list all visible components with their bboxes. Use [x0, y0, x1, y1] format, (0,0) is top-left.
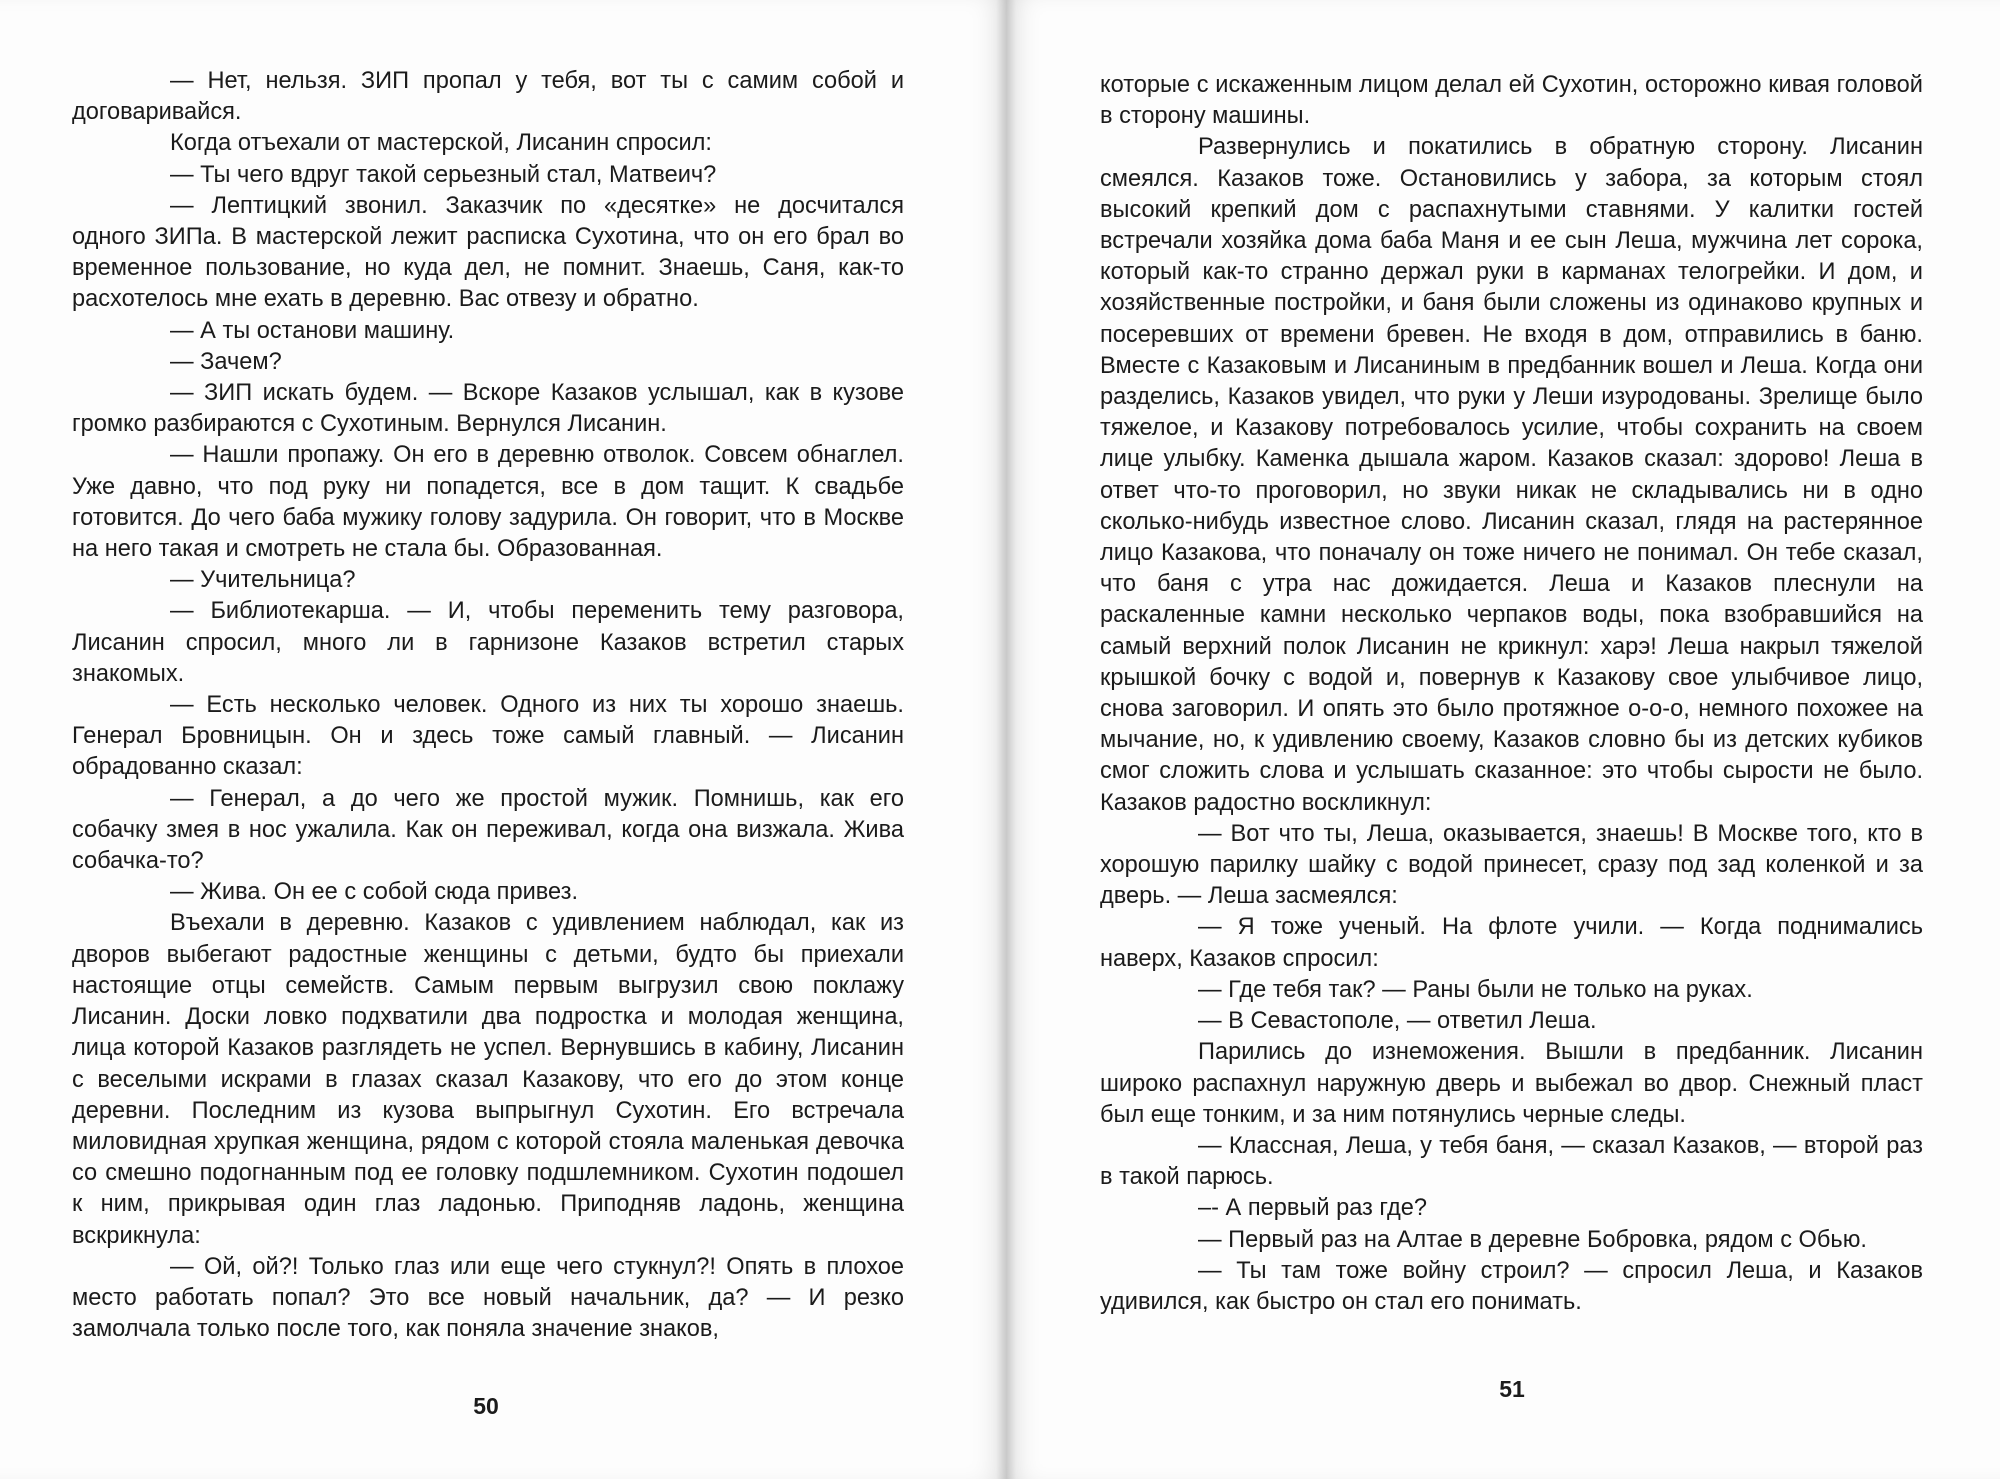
paragraph: — Ты чего вдруг такой серьезный стал, Матвеич?	[170, 161, 717, 188]
paragraph: — ЗИП искать будем. — Вскоре Казаков услышал, как в кузове громко разбираются с Сухотиным. Вернулся Лисанин.	[72, 380, 904, 438]
paragraph: которые с искаженным лицом делал ей Сухотин, осторожно кивая головой в сторону машины.	[1100, 72, 1923, 130]
paragraph: — Нашли пропажу. Он его в деревню отволок. Совсем обнаглел. Уже давно, что под руку ни попадется, все в дом тащит. К свадьбе готовится. До чего баба мужику голову задурила. Он говорит, что в Москве на него такая и смотреть не стала бы. Образованная.	[72, 442, 904, 563]
paragraph: — Классная, Леша, у тебя баня, — сказал Казаков, — второй раз в такой парюсь.	[1100, 1132, 1923, 1191]
paragraph: Когда отъехали от мастерской, Лисанин спросил:	[170, 130, 712, 157]
paragraph: — Учительница?	[170, 567, 356, 594]
paragraph: — Лептицкий звонил. Заказчик по «десятке» не досчитался одного ЗИПа. В мастерской лежит расписка Сухотина, что он его брал во временное пользование, но куда дел, не помнит. Знаешь, Саня, как-то расхотелось мне ехать в деревню. Вас отвезу и обратно.	[72, 192, 904, 313]
page-number-right: 51	[1499, 1376, 1525, 1402]
paragraph: — Есть несколько человек. Одного из них ты хорошо знаешь. Генерал Бровницын. Он и здесь тоже самый главный. — Лисанин обрадованно сказал:	[72, 692, 904, 781]
paragraph: –- А первый раз где?	[1198, 1195, 1427, 1222]
right-page	[1006, 0, 2000, 1479]
paragraph: — Генерал, а до чего же простой мужик. Помнишь, как его собачку змея в нос ужалила. Как он переживал, когда она визжала. Жива собачка-то?	[72, 785, 904, 875]
paragraph: — В Севастополе, — ответил Леша.	[1198, 1008, 1597, 1035]
right-page-text	[1100, 70, 1923, 1318]
paragraph: — А ты останови машину.	[170, 317, 455, 344]
paragraph: Развернулись и покатились в обратную сторону. Лисанин смеялся. Казаков тоже. Остановились у забора, за которым стоял высокий крепкий дом с распахнутыми ставнями. У калитки гостей встречали хозяйка дома баба Маня и ее сын Леша, мужчина лет сорока, который как-то странно держал руки в карманах телогрейки. И дом, и хозяйственные постройки, и баня были сложены из одинаково крупных и посеревших от времени бревен. Не входя в дом, отправились в баню. Вместе с Казаковым и Лисаниным в предбанник вошел и Леша. Когда они разделись, Казаков увидел, что руки у Леши изуродованы. Зрелище было тяжелое, и Казакову потребовалось усилие, чтобы сохранить на своем лице улыбку. Каменка дышала жаром. Казаков сказал: здорово! Леша в ответ что-то проговорил, но звуки никак не складывались ни в одно сколько-нибудь известное слово. Лисанин сказал, глядя на растерянное лицо Казакова, что поначалу он тоже ничего не понимал. Он тебе сказал, что баня с утра нас дожидается. Леша и Казаков плеснули на раскаленные камни несколько черпаков воды, пока взобравшийся на самый верхний полок Лисанин не крикнул: харэ! Леша накрыл тяжелой крышкой бочку с водой и, повернув к Казакову свое улыбчивое лицо, снова заговорил. И опять это было протяжное о-о-о, немного похожее на мычание, но, к удивлению своему, Казаков словно бы из детских кубиков смог сложить слова и услышать сказанное: это чтобы сырости не было. Казаков радостно воскликнул:	[1100, 134, 1923, 816]
paragraph: Въехали в деревню. Казаков с удивлением наблюдал, как из дворов выбегают радостные женщины с детьми, будто бы приехали настоящие отцы семейств. Самым первым выгрузил свою поклажу Лисанин. Доски ловко подхватили два подростка и молодая женщина, лица которой Казаков разглядеть не успел. Вернувшись в кабину, Лисанин с веселыми искрами в глазах сказал Казакову, что его до этом конце деревни. Последним из кузова выпрыгнул Сухотин. Его встречала миловидная хрупкая женщина, рядом с которой стояла маленькая девочка со смешно подогнанным под ее головку подшлемником. Сухотин подошел к ним, прикрывая один глаз ладонью. Приподняв ладонь, женщина вскрикнула:	[72, 910, 904, 1249]
paragraph: — Ой, ой?! Только глаз или еще чего стукнул?! Опять в плохое место работать попал? Это все новый начальник, да? — И резко замолчала только после того, как поняла значение знаков,	[72, 1253, 904, 1343]
paragraph: Парились до изнеможения. Вышли в предбанник. Лисанин широко распахнул наружную дверь и выбежал во двор. Снежный пласт был еще тонким, и за ним потянулись черные следы.	[1100, 1039, 1923, 1128]
paragraph: — Где тебя так? — Раны были не только на руках.	[1198, 976, 1753, 1003]
paragraph: — Нет, нельзя. ЗИП пропал у тебя, вот ты с самим собой и договаривайся.	[72, 68, 904, 126]
book-gutter	[996, 0, 1016, 1479]
page-number-left: 50	[473, 1393, 499, 1419]
paragraph: — Ты там тоже войну строил? — спросил Леша, и Казаков удивился, как быстро он стал его понимать.	[1100, 1257, 1923, 1315]
paragraph: — Первый раз на Алтае в деревне Бобровка, рядом с Обью.	[1198, 1226, 1867, 1253]
paragraph: — Я тоже ученый. На флоте учили. — Когда поднимались наверх, Казаков спросил:	[1100, 914, 1923, 972]
left-page-text	[72, 66, 904, 1345]
paragraph: — Жива. Он ее с собой сюда привез.	[170, 879, 578, 906]
paragraph: — Вот что ты, Леша, оказывается, знаешь! В Москве того, кто в хорошую парилку шайку с водой принесет, сразу под зад коленкой и за дверь. — Леша засмеялся:	[1100, 820, 1923, 910]
paragraph: — Зачем?	[170, 348, 282, 375]
paragraph: — Библиотекарша. — И, чтобы переменить тему разговора, Лисанин спросил, много ли в гарнизоне Казаков встретил старых знакомых.	[72, 598, 904, 687]
